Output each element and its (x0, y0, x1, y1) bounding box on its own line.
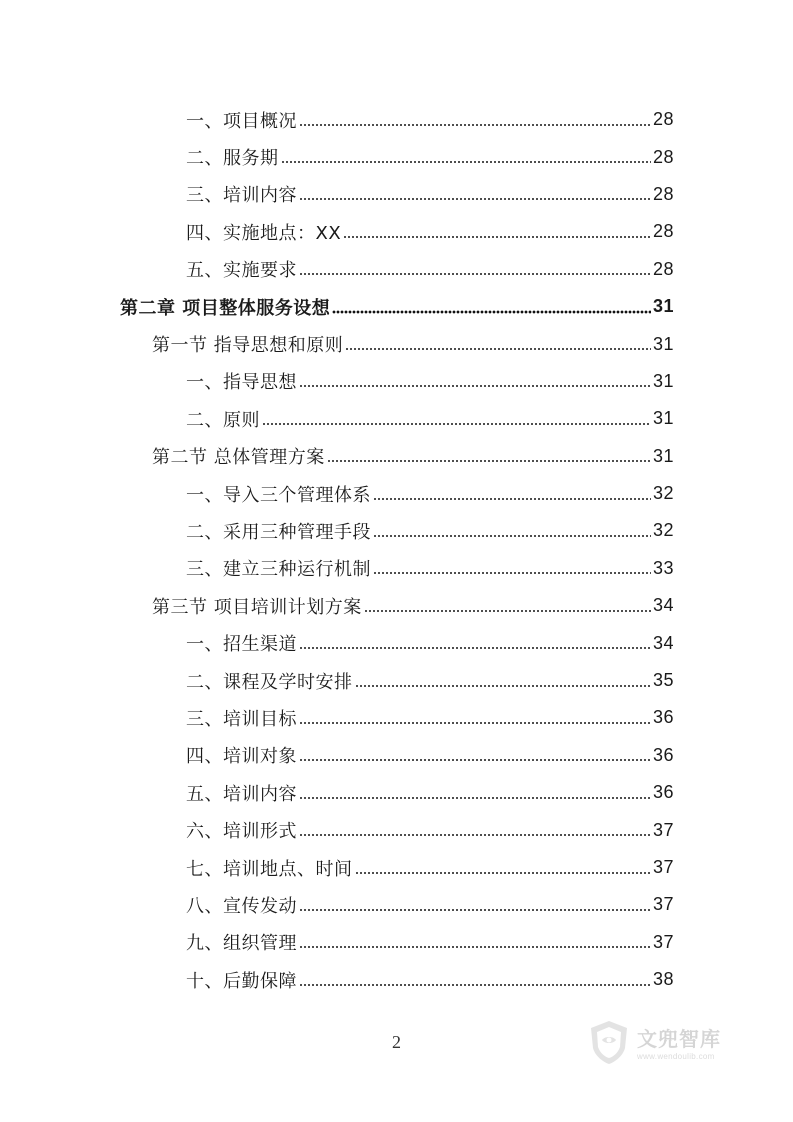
toc-entry[interactable] (0, 138, 674, 175)
toc-entry[interactable] (0, 924, 674, 961)
toc-entry-page: 31 (652, 408, 674, 429)
toc-entry-title: 一、指导思想 (186, 372, 297, 394)
toc-entry-title: 三、培训目标 (186, 708, 297, 730)
toc-entry[interactable] (0, 624, 674, 661)
toc-entry-page: 34 (652, 632, 674, 653)
watermark-url: www.wendoulib.com (637, 1052, 715, 1061)
toc-entry-page: 31 (652, 445, 674, 466)
toc-entry[interactable] (0, 325, 674, 362)
toc-leader-dots (373, 559, 651, 577)
toc-leader-dots (343, 223, 651, 241)
toc-entry-title: 六、培训形式 (186, 821, 297, 843)
toc-entry-title: 二、服务期 (186, 148, 279, 170)
toc-entry-title: 一、导入三个管理体系 (186, 484, 371, 506)
toc-entry[interactable] (0, 400, 674, 437)
toc-entry-page: 38 (652, 969, 674, 990)
toc-entry-page: 28 (652, 183, 674, 204)
toc-entry-page: 28 (652, 258, 674, 279)
toc-entry-page: 36 (652, 782, 674, 803)
toc-entry[interactable] (0, 961, 674, 998)
toc-entry-title: 五、实施要求 (186, 260, 297, 282)
toc-leader-dots (299, 971, 651, 989)
toc-entry-page: 37 (652, 931, 674, 952)
toc-entry-title: 二、采用三种管理手段 (186, 521, 371, 543)
toc-entry[interactable] (0, 587, 674, 624)
toc-entry-title: 四、实施地点：XX (186, 222, 342, 244)
toc-entry-page: 34 (652, 595, 674, 616)
toc-leader-dots (373, 522, 651, 540)
toc-leader-dots (345, 335, 651, 353)
toc-entry-title: 第一节 指导思想和原则 (152, 335, 344, 357)
toc-entry-title: 第二节 总体管理方案 (152, 447, 325, 469)
toc-entry[interactable] (0, 774, 674, 811)
toc-entry[interactable] (0, 288, 674, 325)
table-of-contents (0, 101, 793, 998)
toc-leader-dots (299, 746, 651, 764)
watermark-name: 文兜智库 (637, 1027, 721, 1051)
toc-entry-title: 三、建立三种运行机制 (186, 559, 371, 581)
toc-entry-title: 一、招生渠道 (186, 634, 297, 656)
toc-entry-title: 二、原则 (186, 409, 260, 431)
toc-leader-dots (299, 260, 651, 278)
toc-entry[interactable] (0, 213, 674, 250)
toc-entry-page: 28 (652, 109, 674, 130)
toc-leader-dots (299, 634, 651, 652)
toc-leader-dots (299, 111, 651, 129)
toc-entry-page: 28 (652, 221, 674, 242)
toc-entry-title: 九、组织管理 (186, 933, 297, 955)
toc-entry-page: 37 (652, 894, 674, 915)
toc-entry-page: 32 (652, 520, 674, 541)
toc-entry-title: 八、宣传发动 (186, 895, 297, 917)
toc-entry[interactable] (0, 251, 674, 288)
toc-entry[interactable] (0, 886, 674, 923)
toc-entry[interactable] (0, 699, 674, 736)
toc-entry-page: 32 (652, 483, 674, 504)
toc-entry[interactable] (0, 475, 674, 512)
shield-logo-icon (585, 1018, 633, 1066)
toc-entry-page: 28 (652, 146, 674, 167)
toc-leader-dots (299, 933, 651, 951)
toc-entry-title: 第三节 项目培训计划方案 (152, 596, 362, 618)
toc-entry-page: 37 (652, 857, 674, 877)
toc-entry-title: 三、培训内容 (186, 185, 297, 207)
toc-entry[interactable] (0, 363, 674, 400)
toc-entry-page: 35 (652, 670, 674, 691)
toc-leader-dots (299, 372, 651, 390)
toc-entry[interactable] (0, 550, 674, 587)
toc-entry-page: 31 (652, 333, 674, 354)
toc-entry[interactable] (0, 849, 674, 886)
toc-entry-title: 二、课程及学时安排 (186, 671, 353, 693)
toc-leader-dots (327, 447, 651, 465)
toc-entry-page: 33 (652, 557, 674, 578)
toc-entry-title: 十、后勤保障 (186, 970, 297, 992)
toc-entry-page: 31 (652, 296, 674, 317)
toc-entry-page: 36 (652, 707, 674, 728)
toc-entry-title: 五、培训内容 (186, 783, 297, 805)
toc-entry-title: 四、培训对象 (186, 746, 297, 768)
toc-entry[interactable] (0, 512, 674, 549)
toc-leader-dots (355, 672, 651, 690)
toc-entry-page: 36 (652, 744, 674, 765)
toc-leader-dots (364, 597, 651, 615)
toc-entry[interactable] (0, 811, 674, 848)
toc-leader-dots (299, 784, 651, 802)
toc-entry-title: 第二章 项目整体服务设想 (120, 297, 331, 319)
toc-leader-dots (281, 148, 651, 166)
watermark (585, 1012, 755, 1072)
toc-entry-page: 37 (652, 819, 674, 840)
toc-entry[interactable] (0, 737, 674, 774)
toc-entry[interactable] (0, 662, 674, 699)
toc-leader-dots (299, 185, 651, 203)
toc-entry-title: 七、培训地点、时间 (186, 858, 353, 880)
toc-entry[interactable] (0, 438, 674, 475)
toc-entry-title: 一、项目概况 (186, 110, 297, 132)
toc-leader-dots (355, 859, 651, 877)
toc-leader-dots (332, 298, 651, 316)
toc-leader-dots (299, 821, 651, 839)
page-number: 2 (392, 1032, 401, 1052)
toc-entry[interactable] (0, 101, 674, 138)
toc-entry[interactable] (0, 176, 674, 213)
toc-leader-dots (299, 896, 651, 914)
toc-entry-page: 31 (652, 370, 674, 391)
toc-leader-dots (299, 709, 651, 727)
toc-leader-dots (373, 485, 651, 503)
toc-leader-dots (262, 410, 651, 428)
